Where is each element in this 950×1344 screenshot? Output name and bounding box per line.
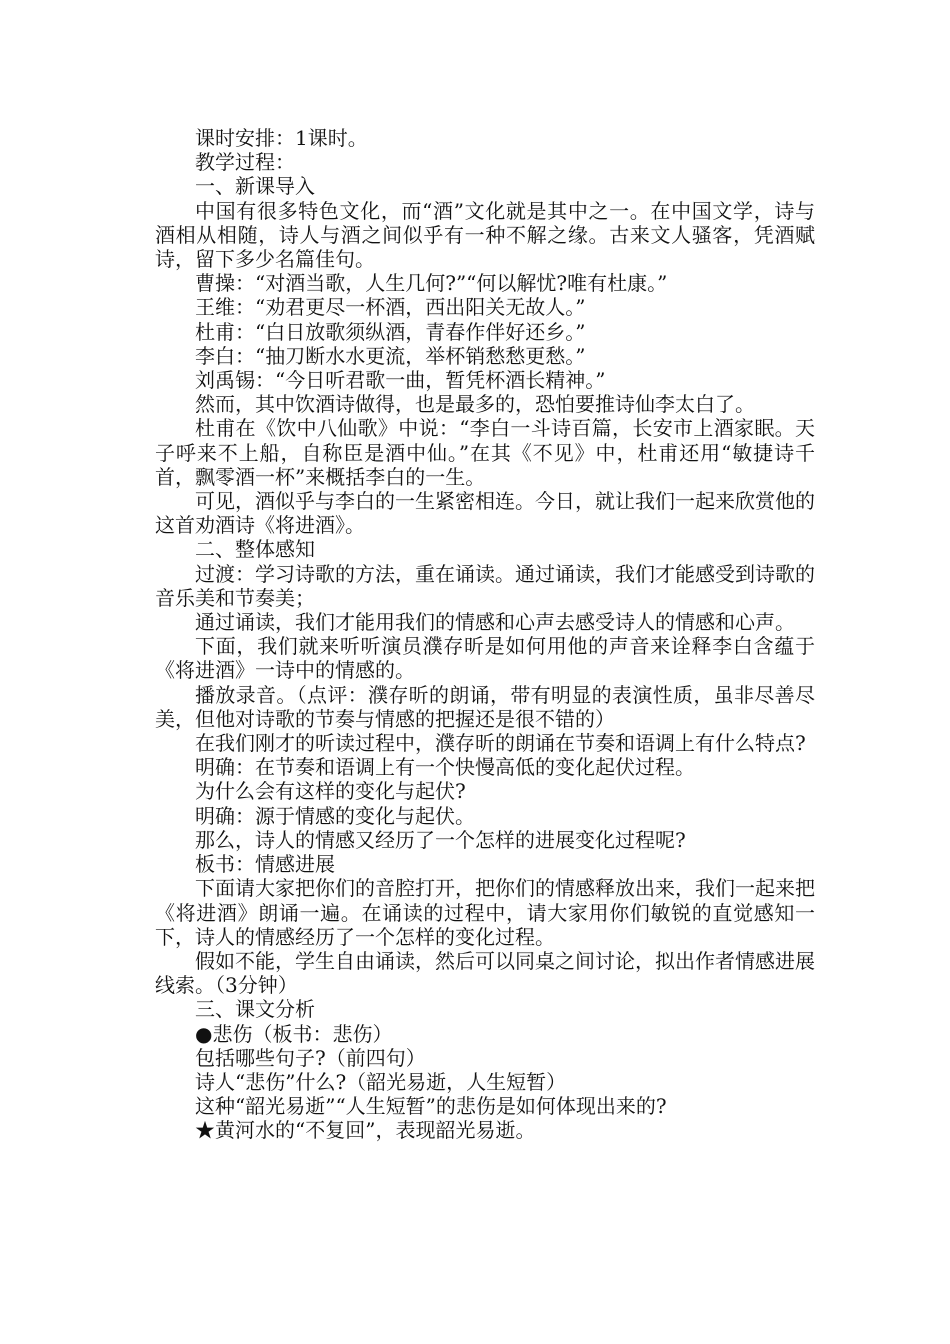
paragraph: 包括哪些句子?（前四句） <box>195 1045 426 1070</box>
quote-line: 李白：“抽刀断水水更流，举杯销愁愁更愁。” <box>195 343 586 368</box>
section-heading-analysis: 三、课文分析 <box>195 997 315 1022</box>
paragraph: 那么，诗人的情感又经历了一个怎样的进展变化过程呢? <box>195 827 686 852</box>
paragraph: 通过诵读，我们才能用我们的情感和心声去感受诗人的情感和心声。 <box>195 610 795 635</box>
quote-line: 刘禹锡：“今日听君歌一曲，暂凭杯酒长精神。” <box>195 368 606 393</box>
paragraph: 在我们刚才的听读过程中，濮存昕的朗诵在节奏和语调上有什么特点? <box>195 731 806 756</box>
paragraph-schedule: 课时安排：1课时。 <box>195 126 368 150</box>
paragraph: 中国有很多特色文化，而“酒”文化就是其中之一。在中国文学，诗与酒相从相随，诗人与酒之间似乎有一种不解之缘。古来文人骚客，凭酒赋诗，留下多少名篇佳句。 <box>155 198 815 272</box>
paragraph: 假如不能，学生自由诵读，然后可以同桌之间讨论，拟出作者情感进展线索。（3分钟） <box>155 948 815 998</box>
quote-line: 杜甫：“白日放歌须纵酒，青春作伴好还乡。” <box>195 319 586 344</box>
paragraph: 下面请大家把你们的音腔打开，把你们的情感释放出来，我们一起来把《将进酒》朗诵一遍。在诵读的过程中，请大家用你们敏锐的直觉感知一下，诗人的情感经历了一个怎样的变化过程。 <box>155 876 815 949</box>
paragraph: 这种“韶光易逝”“人生短暂”的悲伤是如何体现出来的? <box>195 1094 667 1119</box>
paragraph: 播放录音。（点评：濮存昕的朗诵，带有明显的表演性质，虽非尽善尽美，但他对诗歌的节奏与情感的把握还是很不错的） <box>155 682 815 731</box>
section-heading-perception: 二、整体感知 <box>195 537 315 562</box>
document-body <box>155 126 815 1143</box>
paragraph: 过渡：学习诗歌的方法，重在诵读。通过诵读，我们才能感受到诗歌的音乐美和节奏美； <box>155 561 815 610</box>
paragraph: 明确：源于情感的变化与起伏。 <box>195 803 475 828</box>
paragraph: 板书：情感进展 <box>195 852 335 877</box>
paragraph-process-heading: 教学过程： <box>195 150 295 175</box>
paragraph: 为什么会有这样的变化与起伏? <box>195 779 466 804</box>
paragraph: 明确：在节奏和语调上有一个快慢高低的变化起伏过程。 <box>195 755 695 780</box>
quote-line: 曹操：“对酒当歌，人生几何?”“何以解忧?唯有杜康。” <box>195 271 668 296</box>
section-heading-intro: 一、新课导入 <box>195 174 315 199</box>
quote-line: 王维：“劝君更尽一杯酒，西出阳关无故人。” <box>195 295 586 320</box>
paragraph: 然而，其中饮酒诗做得，也是最多的，恐怕要推诗仙李太白了。 <box>195 392 755 417</box>
paragraph: ★黄河水的“不复回”，表现韶光易逝。 <box>195 1118 536 1143</box>
paragraph: 杜甫在《饮中八仙歌》中说：“李白一斗诗百篇，长安市上酒家眠。天子呼来不上船，自称臣是酒中仙。”在其《不见》中，杜甫还用“敏捷诗千首，飘零酒一杯”来概括李白的一生。 <box>155 416 815 489</box>
paragraph: ●悲伤（板书：悲伤） <box>195 1021 393 1046</box>
paragraph: 可见，酒似乎与李白的一生紧密相连。今日，就让我们一起来欣赏他的这首劝酒诗《将进酒》。 <box>155 489 815 538</box>
paragraph: 下面，我们就来听听演员濮存昕是如何用他的声音来诠释李白含蕴于《将进酒》一诗中的情感的。 <box>155 634 815 683</box>
paragraph: 诗人“悲伤”什么?（韶光易逝，人生短暂） <box>195 1069 567 1094</box>
